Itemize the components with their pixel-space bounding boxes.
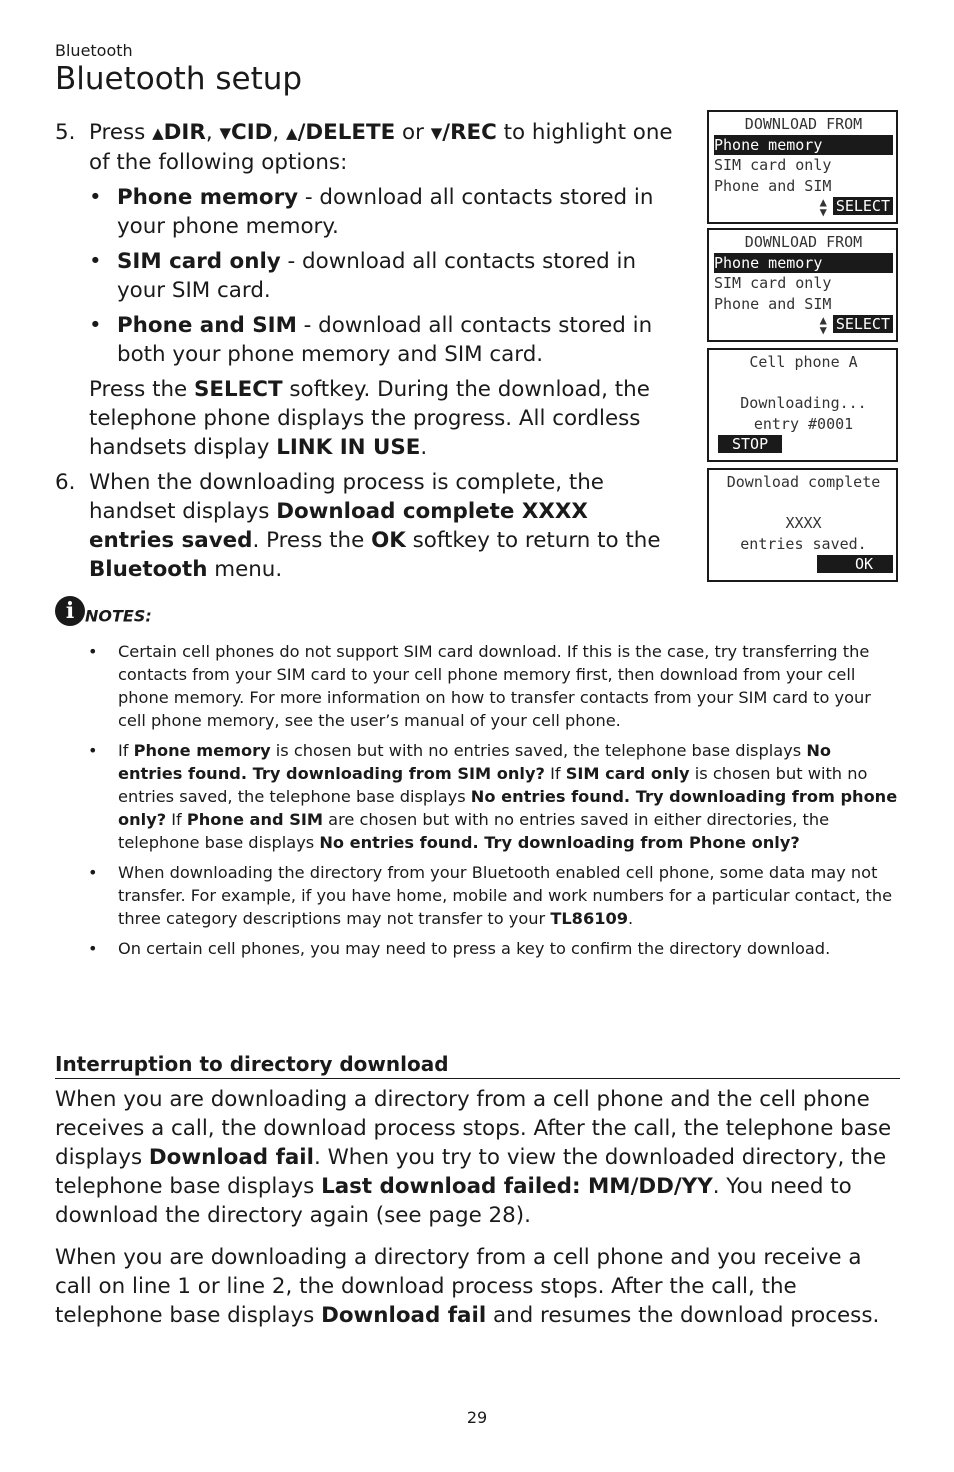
- step-6: [55, 468, 675, 584]
- lcd-screen-downloading: Cell phone A Downloading... entry #0001 STOP: [707, 348, 898, 462]
- up-arrow-icon: ▲: [286, 124, 298, 142]
- page-title: Bluetooth setup: [55, 61, 303, 97]
- lcd-screen-download-from: DOWNLOAD FROM Phone memory SIM card only Phone and SIM ▲ ▼ SELECT: [707, 110, 898, 224]
- list-item: • When downloading the directory from your Bluetooth enabled cell phone, some data may not transfer. For example, if you have home, mobile and work numbers for a particular contact, the three category descriptions may not transfer to your TL86109.: [88, 863, 893, 928]
- softkey-ok: OK: [817, 555, 893, 573]
- section-label: Bluetooth: [55, 41, 133, 60]
- softkey-select: SELECT: [833, 197, 893, 215]
- select-paragraph: Press the SELECT softkey. During the download, the telephone phone displays the progress. All cordless handsets display LINK IN USE.: [89, 377, 650, 460]
- up-down-arrows-icon: ▲ ▼: [819, 194, 827, 219]
- softkey-select: SELECT: [833, 315, 893, 333]
- step-5: [55, 118, 675, 462]
- notes-label: NOTES:: [85, 606, 152, 626]
- step-6-text: When the downloading process is complete, the handset displays Download complete XXXX entries saved. Press the OK softkey to return to the Bluetooth menu.: [89, 470, 661, 582]
- list-item: • If Phone memory is chosen but with no entries saved, the telephone base displays No entries found. Try downloading from SIM only? If SIM card only is chosen but with no entries saved, the telephone base displays No entries found. Try downloading from phone only? If Phone and SIM are chosen but with no entries saved in either directories, the telephone base displays No entries found. Try downloading from Phone only?: [88, 741, 898, 852]
- notes-header: [55, 596, 152, 626]
- notes-list: [88, 640, 900, 967]
- list-item: • Phone memory - download all contacts stored in your phone memory.: [89, 185, 654, 239]
- up-arrow-icon: ▲: [152, 124, 164, 142]
- softkey-stop: STOP: [718, 435, 782, 453]
- list-item: • On certain cell phones, you may need to press a key to confirm the directory download.: [88, 939, 831, 958]
- paragraph: When you are downloading a directory from a cell phone and you receive a call on line 1 or line 2, the download process stops. After the call, the telephone base displays Download fail and resumes the download process.: [55, 1245, 880, 1328]
- step-5-intro: Press ▲DIR, ▼CID, ▲/DELETE or ▼/REC to highlight one of the following options:: [89, 120, 673, 175]
- paragraph: When you are downloading a directory from a cell phone and the cell phone receives a call, the download process stops. After the call, the telephone base displays Download fail. When you try to view the downloaded directory, the telephone base displays Last download failed: MM/DD/YY. You need to download the directory again (see page 28).: [55, 1087, 892, 1228]
- step-number: 6.: [55, 470, 76, 495]
- highlighted-option: Phone memory: [714, 135, 893, 156]
- list-item: • Phone and SIM - download all contacts stored in both your phone memory and SIM card.: [89, 313, 653, 367]
- page-number: 29: [466, 1408, 488, 1427]
- info-icon: i: [55, 596, 85, 626]
- down-arrow-icon: ▼: [430, 124, 443, 142]
- highlighted-option: Phone memory: [714, 253, 893, 274]
- lcd-screen-download-complete: Download complete XXXX entries saved. OK: [707, 468, 898, 582]
- step-number: 5.: [55, 120, 76, 145]
- section-heading: Interruption to directory download: [55, 1052, 900, 1079]
- list-item: • SIM card only - download all contacts stored in your SIM card.: [89, 249, 637, 303]
- up-down-arrows-icon: ▲ ▼: [819, 312, 827, 337]
- options-list: [89, 183, 675, 369]
- steps: [55, 118, 675, 590]
- lcd-screen-download-from: DOWNLOAD FROM Phone memory SIM card only Phone and SIM ▲ ▼ SELECT: [707, 228, 898, 342]
- down-arrow-icon: ▼: [219, 124, 231, 142]
- list-item: • Certain cell phones do not support SIM card download. If this is the case, try transferring the contacts from your SIM card to your cell phone memory first, then download from your cell phone memory. For more information on how to transfer contacts from your SIM card to your cell phone memory, see the user’s manual of your cell phone.: [88, 642, 871, 730]
